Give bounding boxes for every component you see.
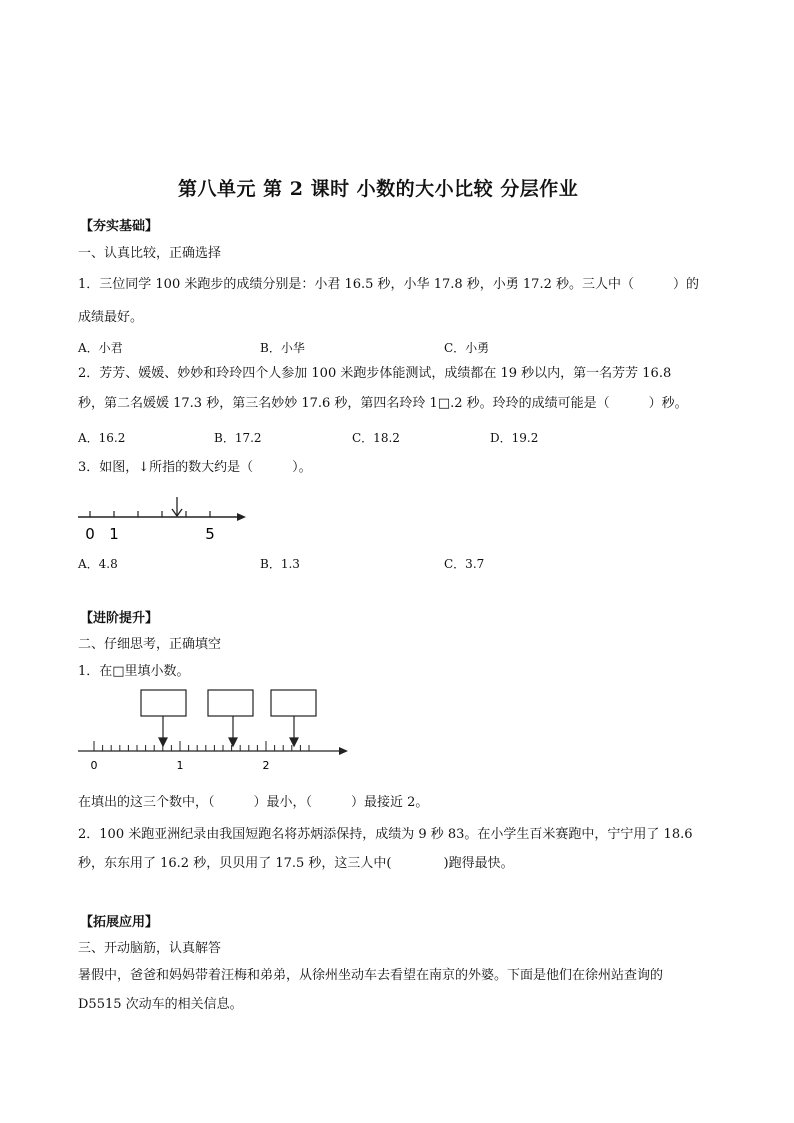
q1-3-option-c: C．3.7	[444, 557, 485, 571]
number-line-2	[74, 686, 354, 774]
number-line-2-ticks	[94, 741, 309, 751]
section-label-advanced: 【进阶提升】	[80, 611, 159, 626]
section-heading-1: 一、认真比较，正确选择	[78, 246, 222, 261]
s3-line1: 暑假中，爸爸和妈妈带着汪梅和弟弟，从徐州坐动车去看望在南京的外婆。下面是他们在徐州站查询的	[78, 968, 664, 983]
q1-2-option-d: D．19.2	[490, 431, 539, 445]
nl2-label-1: 1	[176, 759, 184, 772]
q1-3-option-a: A．4.8	[78, 557, 118, 571]
q1-3-line1: 3．如图，↓所指的数大约是（ ）。	[78, 460, 312, 475]
answer-box-1	[141, 690, 186, 716]
q2-1-line2: 在填出的这三个数中，（ ）最小，（ ）最接近 2。	[78, 795, 429, 810]
down-arrow-pointer	[172, 497, 182, 516]
q1-1-line1: 1．三位同学 100 米跑步的成绩分别是：小君 16.5 秒，小华 17.8 秒，小勇 17.2 秒。三人中（ ）的	[78, 277, 699, 292]
box-2-arrowhead	[229, 738, 237, 746]
section-heading-3: 三、开动脑筋，认真解答	[78, 941, 222, 956]
nl1-label-1: 1	[109, 525, 119, 543]
nl1-label-0: 0	[85, 525, 95, 543]
q2-1-line1: 1．在□里填小数。	[78, 664, 190, 679]
q1-1-option-b: B．小华	[260, 341, 305, 355]
number-line-1-ticks	[90, 511, 210, 517]
q1-2-option-b: B．17.2	[214, 431, 262, 445]
box-1-arrowhead	[159, 738, 167, 746]
q1-1-line2: 成绩最好。	[78, 310, 144, 325]
q2-2-line2: 秒，东东用了 16.2 秒，贝贝用了 17.5 秒，这三人中( )跑得最快。	[78, 856, 514, 871]
answer-box-3	[271, 690, 316, 716]
number-line-1-arrowhead	[237, 513, 246, 521]
section-label-basic: 【夯实基础】	[80, 219, 159, 234]
nl2-label-0: 0	[90, 759, 98, 772]
answer-box-2	[208, 690, 253, 716]
number-line-2-arrowhead	[339, 747, 348, 755]
number-line-1	[70, 492, 260, 544]
q1-2-line2: 秒，第二名媛媛 17.3 秒，第三名妙妙 17.6 秒，第四名玲玲 1□.2 秒。玲玲的成绩可能是（ ）秒。	[78, 396, 688, 411]
q1-3-option-b: B．1.3	[260, 557, 300, 571]
q1-2-option-a: A．16.2	[78, 431, 126, 445]
section-label-extension: 【拓展应用】	[80, 915, 159, 930]
page-title: 第八单元 第 2 课时 小数的大小比较 分层作业	[178, 178, 579, 200]
nl1-label-5: 5	[205, 525, 215, 543]
s3-line2: D5515 次动车的相关信息。	[78, 997, 243, 1012]
q1-2-option-c: C．18.2	[352, 431, 400, 445]
q1-1-option-a: A．小君	[78, 341, 123, 355]
q1-2-line1: 2．芳芳、媛媛、妙妙和玲玲四个人参加 100 米跑步体能测试，成绩都在 19 秒以内，第一名芳芳 16.8	[78, 366, 672, 381]
box-3-arrowhead	[290, 738, 298, 746]
nl2-label-2: 2	[262, 759, 270, 772]
q2-2-line1: 2．100 米跑亚洲纪录由我国短跑名将苏炳添保持，成绩为 9 秒 83。在小学生百米赛跑中，宁宁用了 18.6	[78, 827, 693, 842]
q1-1-option-c: C．小勇	[444, 341, 490, 355]
section-heading-2: 二、仔细思考，正确填空	[78, 637, 222, 652]
